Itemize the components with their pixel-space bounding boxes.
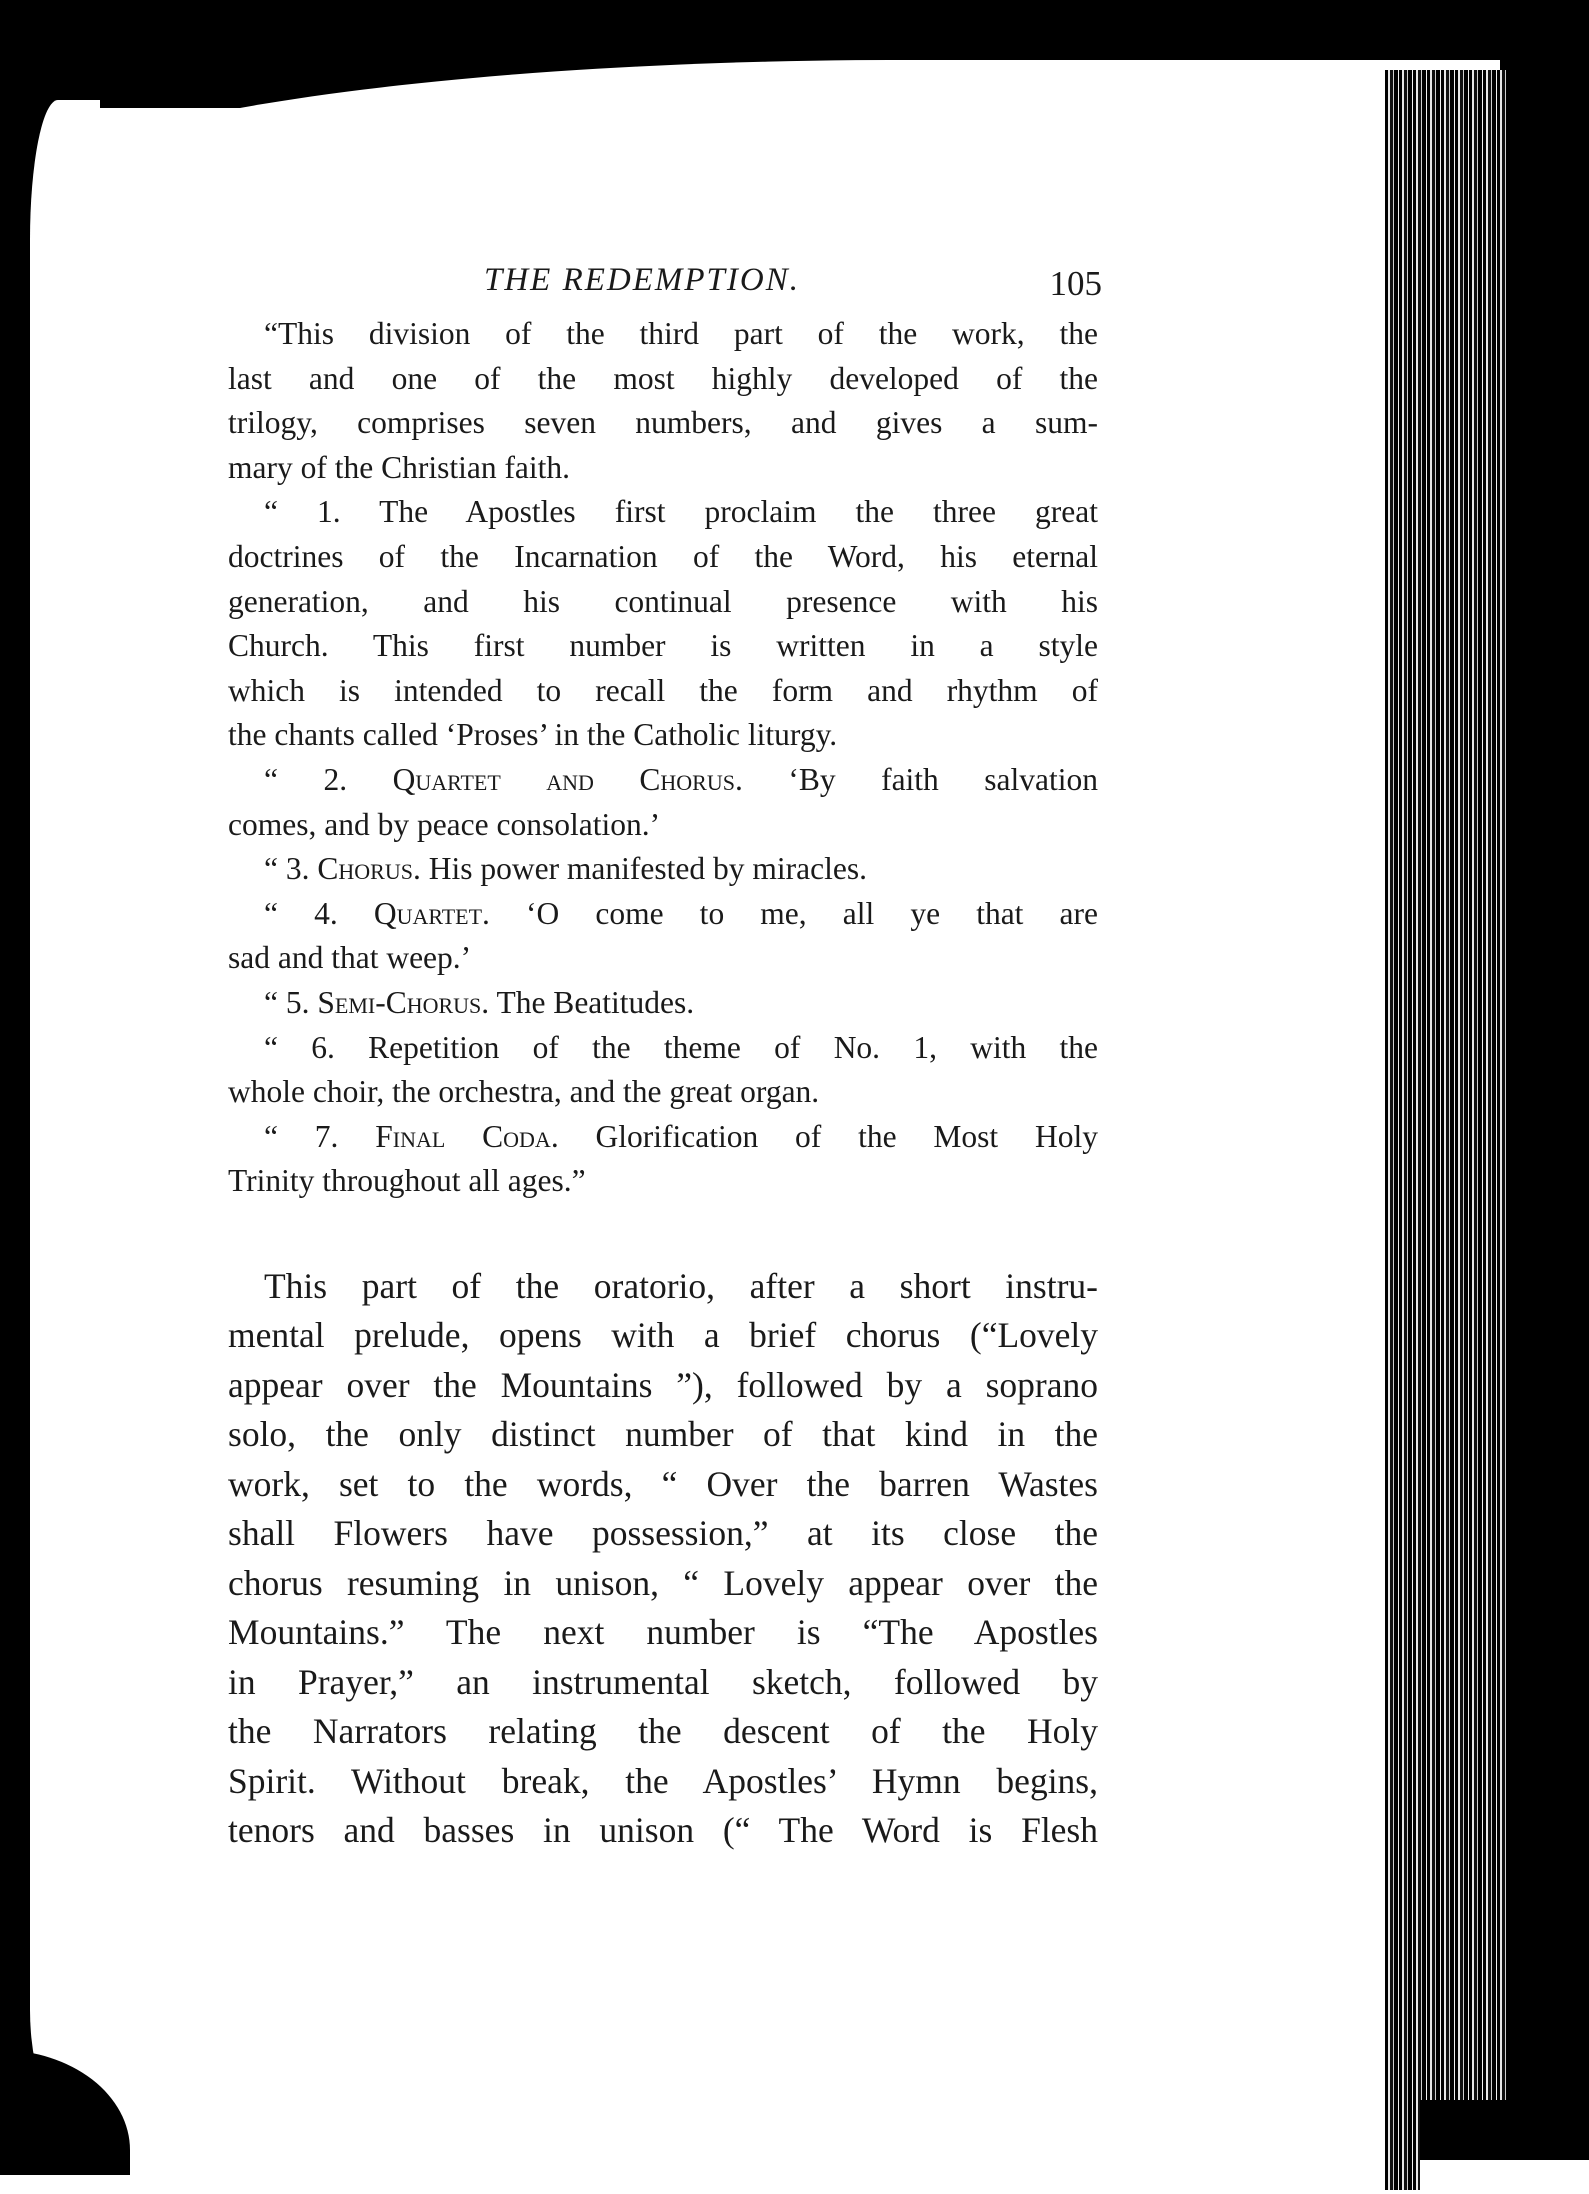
quote-line: trilogy, comprises seven numbers, and gives a sum-	[228, 405, 1098, 441]
body-paragraph	[228, 1262, 1098, 1856]
body-line: solo, the only distinct number of that kind in the	[228, 1414, 1098, 1455]
item-3-line	[228, 847, 1098, 892]
item-5-prefix: “ 5.	[264, 984, 318, 1020]
body-line: chorus resuming in unison, “ Lovely appear over the	[228, 1562, 1098, 1603]
body-line: the Narrators relating the descent of the Holy	[228, 1711, 1098, 1752]
item-1-line: which is intended to recall the form and rhythm of	[228, 672, 1098, 708]
item-1-line: “ 1. The Apostles first proclaim the three great	[264, 494, 1098, 530]
item-2-text: ‘By faith salvation	[742, 761, 1099, 797]
body-line: tenors and basses in unison (“ The Word is Flesh	[228, 1810, 1098, 1851]
item-1-line: the chants called ‘Proses’ in the Catholic liturgy.	[228, 717, 838, 753]
body-line: Spirit. Without break, the Apostles’ Hymn begins,	[228, 1760, 1098, 1801]
running-head	[228, 250, 1102, 312]
quoted-description	[228, 312, 1098, 1204]
item-4-line: sad and that weep.’	[228, 940, 472, 976]
item-7-line: Trinity throughout all ages.”	[228, 1163, 586, 1199]
body-line: work, set to the words, “ Over the barren Wastes	[228, 1463, 1098, 1504]
body-line: Mountains.” The next number is “The Apostles	[228, 1612, 1098, 1653]
item-1-line: Church. This first number is written in a style	[228, 628, 1098, 664]
item-5-line	[228, 981, 1098, 1026]
item-2-line	[228, 758, 1098, 803]
quote-line: last and one of the most highly developed of the	[228, 360, 1098, 396]
body-line: in Prayer,” an instrumental sketch, followed by	[228, 1661, 1098, 1702]
page-edge-left	[30, 100, 100, 2150]
item-7-line	[228, 1115, 1098, 1160]
scan-border-bottom-left	[0, 2050, 130, 2194]
page-number: 105	[1049, 264, 1102, 303]
item-2-title: Quartet and Chorus.	[392, 761, 743, 797]
item-2-prefix: “ 2.	[264, 761, 393, 797]
item-2-line: comes, and by peace consolation.’	[228, 806, 661, 842]
scan-border-right	[1510, 60, 1589, 2190]
item-7-text: Glorification of the Most Holy	[558, 1118, 1099, 1154]
book-page	[228, 250, 1102, 1856]
quote-line: mary of the Christian faith.	[228, 449, 571, 485]
item-1-line: doctrines of the Incarnation of the Word, his eternal	[228, 538, 1098, 574]
body-line: shall Flowers have possession,” at its close the	[228, 1513, 1098, 1554]
scan-bottom-right-white	[1420, 2160, 1589, 2194]
item-7-prefix: “ 7.	[264, 1118, 376, 1154]
item-5-title: Semi-Chorus.	[317, 984, 490, 1020]
paragraph-gap	[228, 1204, 1098, 1262]
item-3-title: Chorus.	[317, 851, 421, 887]
body-line: mental prelude, opens with a brief chorus (“Lovely	[228, 1315, 1098, 1356]
scan-border-bottom	[0, 2175, 1589, 2194]
item-4-prefix: “ 4.	[264, 895, 374, 931]
quote-line: “This division of the third part of the work, the	[264, 316, 1098, 351]
item-1-line: generation, and his continual presence with his	[228, 583, 1098, 619]
body-line: This part of the oratorio, after a short instru-	[264, 1265, 1098, 1306]
body-line: appear over the Mountains ”), followed by a soprano	[228, 1364, 1098, 1405]
item-4-title: Quartet.	[373, 895, 490, 931]
running-title: THE REDEMPTION.	[484, 262, 800, 298]
item-4-text: ‘O come to me, all ye that are	[489, 895, 1098, 931]
item-3-text: His power manifested by miracles.	[420, 851, 867, 887]
item-6-line: “ 6. Repetition of the theme of No. 1, with the	[264, 1029, 1098, 1065]
item-5-text: The Beatitudes.	[489, 984, 695, 1020]
item-6-line: whole choir, the orchestra, and the great organ.	[228, 1074, 820, 1110]
item-3-prefix: “ 3.	[264, 851, 318, 887]
item-7-title: Final Coda.	[375, 1118, 559, 1154]
item-4-line	[228, 892, 1098, 937]
